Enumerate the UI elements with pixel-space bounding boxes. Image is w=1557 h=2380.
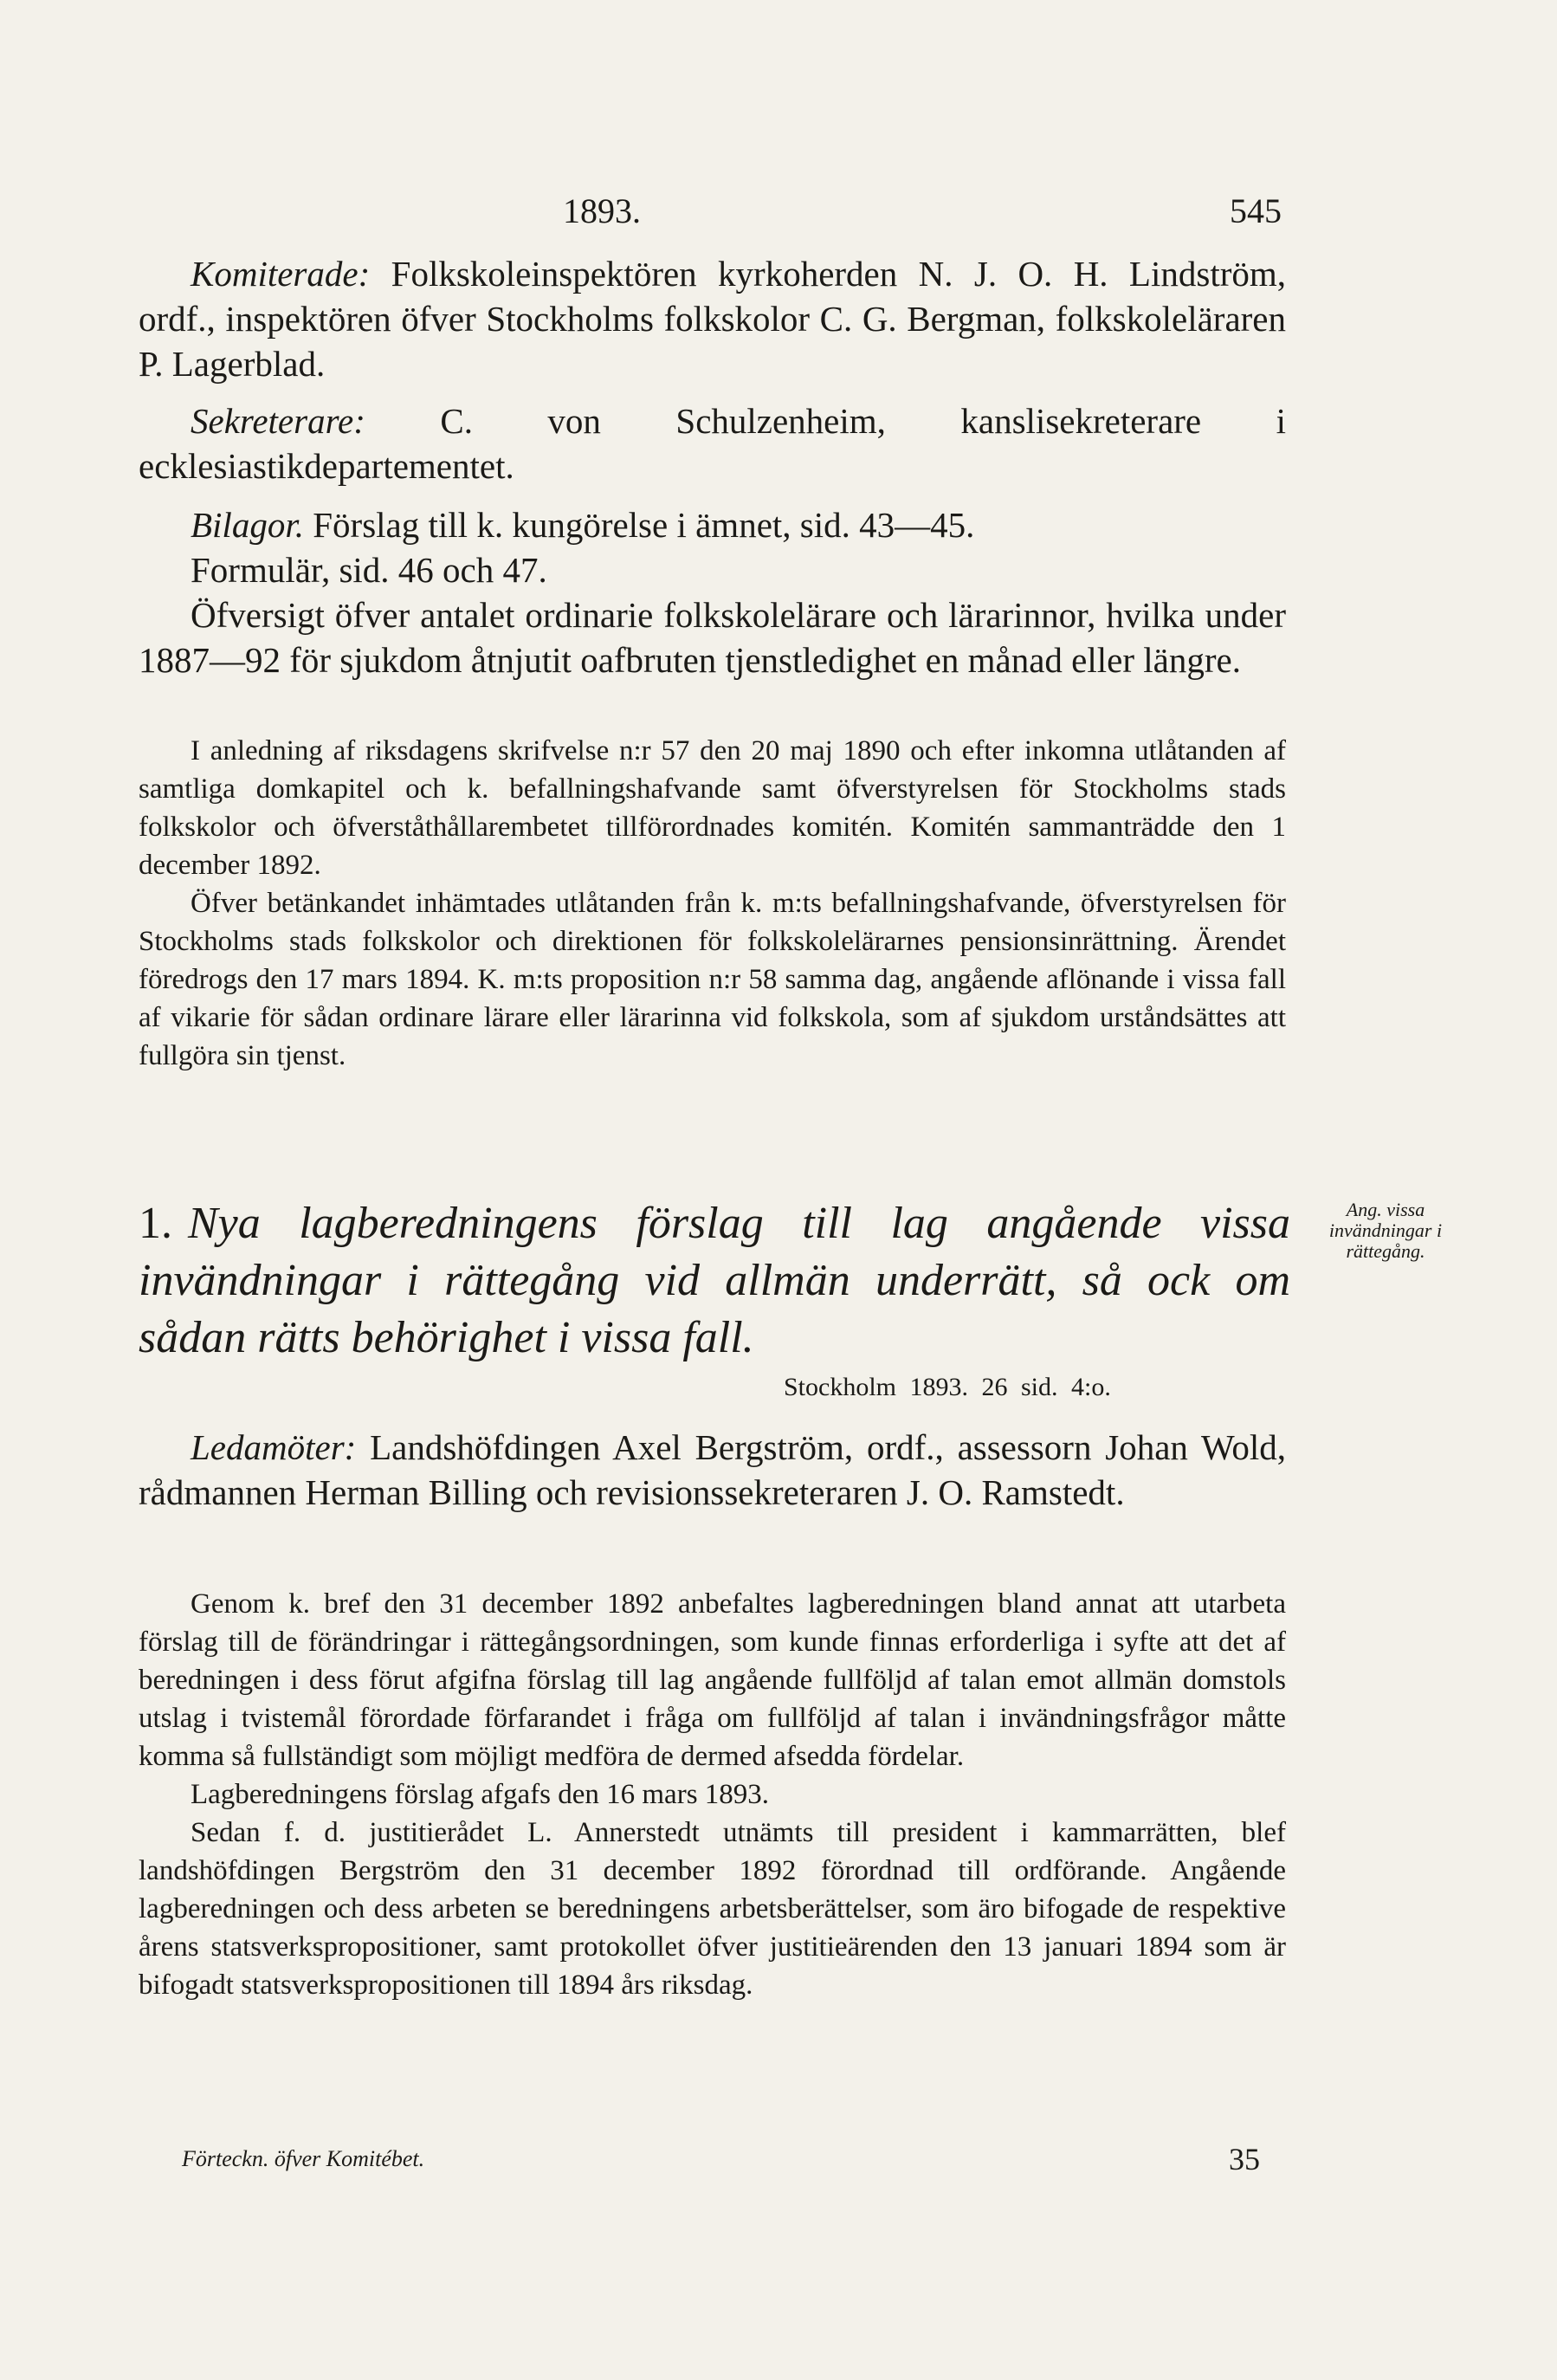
komiterade-block: [139, 251, 1286, 386]
bilagor-item: Formulär, sid. 46 och 47.: [191, 550, 547, 590]
ledamoter-label: Ledamöter:: [191, 1427, 357, 1467]
margin-note: Ang. vissa invändningar i rättegång.: [1328, 1199, 1443, 1262]
komiterade-label: Komiterade:: [191, 254, 371, 294]
decision-history: [139, 732, 1286, 1075]
section-body: [139, 1585, 1286, 2004]
paragraph: Öfver betänkandet inhämtades utlåtanden från k. m:ts befallningshafvande, öfverstyrelsen för Stockholms stads folkskolor och direktionen för folkskolelärarnes pensionsinrättning. Ärendet föredrogs den 17 mars 1894. K. m:ts proposition n:r 58 samma dag, angående aflönande i vissa fall af vikarie för sådan ordinare lärare eller lärarinna vid folkskola, som af sjukdom urståndsättes att fullgöra sin tjenst.: [139, 888, 1286, 1071]
page-number: 545: [1230, 191, 1282, 230]
paragraph: Sedan f. d. justitierådet L. Annerstedt utnämts till president i kammarrätten, blef landshöfdingen Bergström den 31 december 1892 förordnad till ordförande. Angående lagberedningen och dess arbeten se beredningens arbetsberättelser, som äro bifogade de respektive årens statsverkspropositioner, samt protokollet öfver justitieärenden den 13 januari 1894 som är bifogadt statsverkspropositionen till 1894 års riksdag.: [139, 1817, 1286, 2001]
bilagor-item: Förslag till k. kungörelse i ämnet, sid. 43—45.: [313, 505, 975, 545]
publication-info: Stockholm 1893. 26 sid. 4:o.: [784, 1373, 1111, 1401]
paragraph: Genom k. bref den 31 december 1892 anbefaltes lagberedningen bland annat att utarbeta förslag till de förändringar i rättegångsordningen, som kunde finnas erforderliga i syfte att det af beredningen i dess förut afgifna förslag till lag angående fullföljd af talan emot allmän domstols utslag i tvistemål förordade förfarandet i fråga om fullföljd af talan i invändningsfrågor måtte komma så fullständigt som möjligt medföra de dermed afsedda fördelar.: [139, 1588, 1286, 1772]
ledamoter-text: Landshöfdingen Axel Bergström, ordf., assessorn Johan Wold, rådmannen Herman Billing och revisionssekreteraren J. O. Ramstedt.: [139, 1427, 1286, 1512]
bilagor-label: Bilagor.: [191, 505, 304, 545]
sekreterare-label: Sekreterare:: [191, 401, 365, 441]
page-footer: [182, 2142, 1260, 2176]
section-title: Nya lagberedningens förslag till lag angående vissa invändningar i rättegång vid allmän underrätt, så ock om sådan rätts behörighet i vissa fall.: [139, 1199, 1290, 1362]
section-heading: [139, 1195, 1290, 1367]
sheet-number: 35: [1229, 2142, 1260, 2176]
section-number: 1.: [139, 1199, 172, 1248]
sekreterare-block: [139, 398, 1286, 488]
komiterade-text: Folkskoleinspektören kyrkoherden N. J. O. H. Lindström, ordf., inspektören öfver Stockholms folkskolor C. G. Bergman, folkskoleläraren P. Lagerblad.: [139, 254, 1287, 384]
bilagor-item: Öfversigt öfver antalet ordinarie folkskolelärare och lärarinnor, hvilka under 1887—92 för sjukdom åtnjutit oafbruten tjenstledighet en månad eller längre.: [139, 595, 1286, 680]
paragraph: I anledning af riksdagens skrifvelse n:r 57 den 20 maj 1890 och efter inkomna utlåtanden af samtliga domkapitel och k. befallningshafvande samt öfverstyrelsen för Stockholms stads folkskolor och öfverståthållarembetet tillförordnades komitén. Komitén sammanträdde den 1 december 1892.: [139, 735, 1286, 881]
bilagor-block: [139, 502, 1286, 682]
footer-source: Förteckn. öfver Komitébet.: [182, 2146, 425, 2171]
ledamoter-block: [139, 1425, 1286, 1515]
header-year: 1893.: [563, 191, 641, 230]
paragraph: Lagberedningens förslag afgafs den 16 mars 1893.: [191, 1779, 770, 1810]
sekreterare-text: C. von Schulzenheim, kanslisekreterare i ecklesiastikdepartementet.: [139, 401, 1286, 486]
